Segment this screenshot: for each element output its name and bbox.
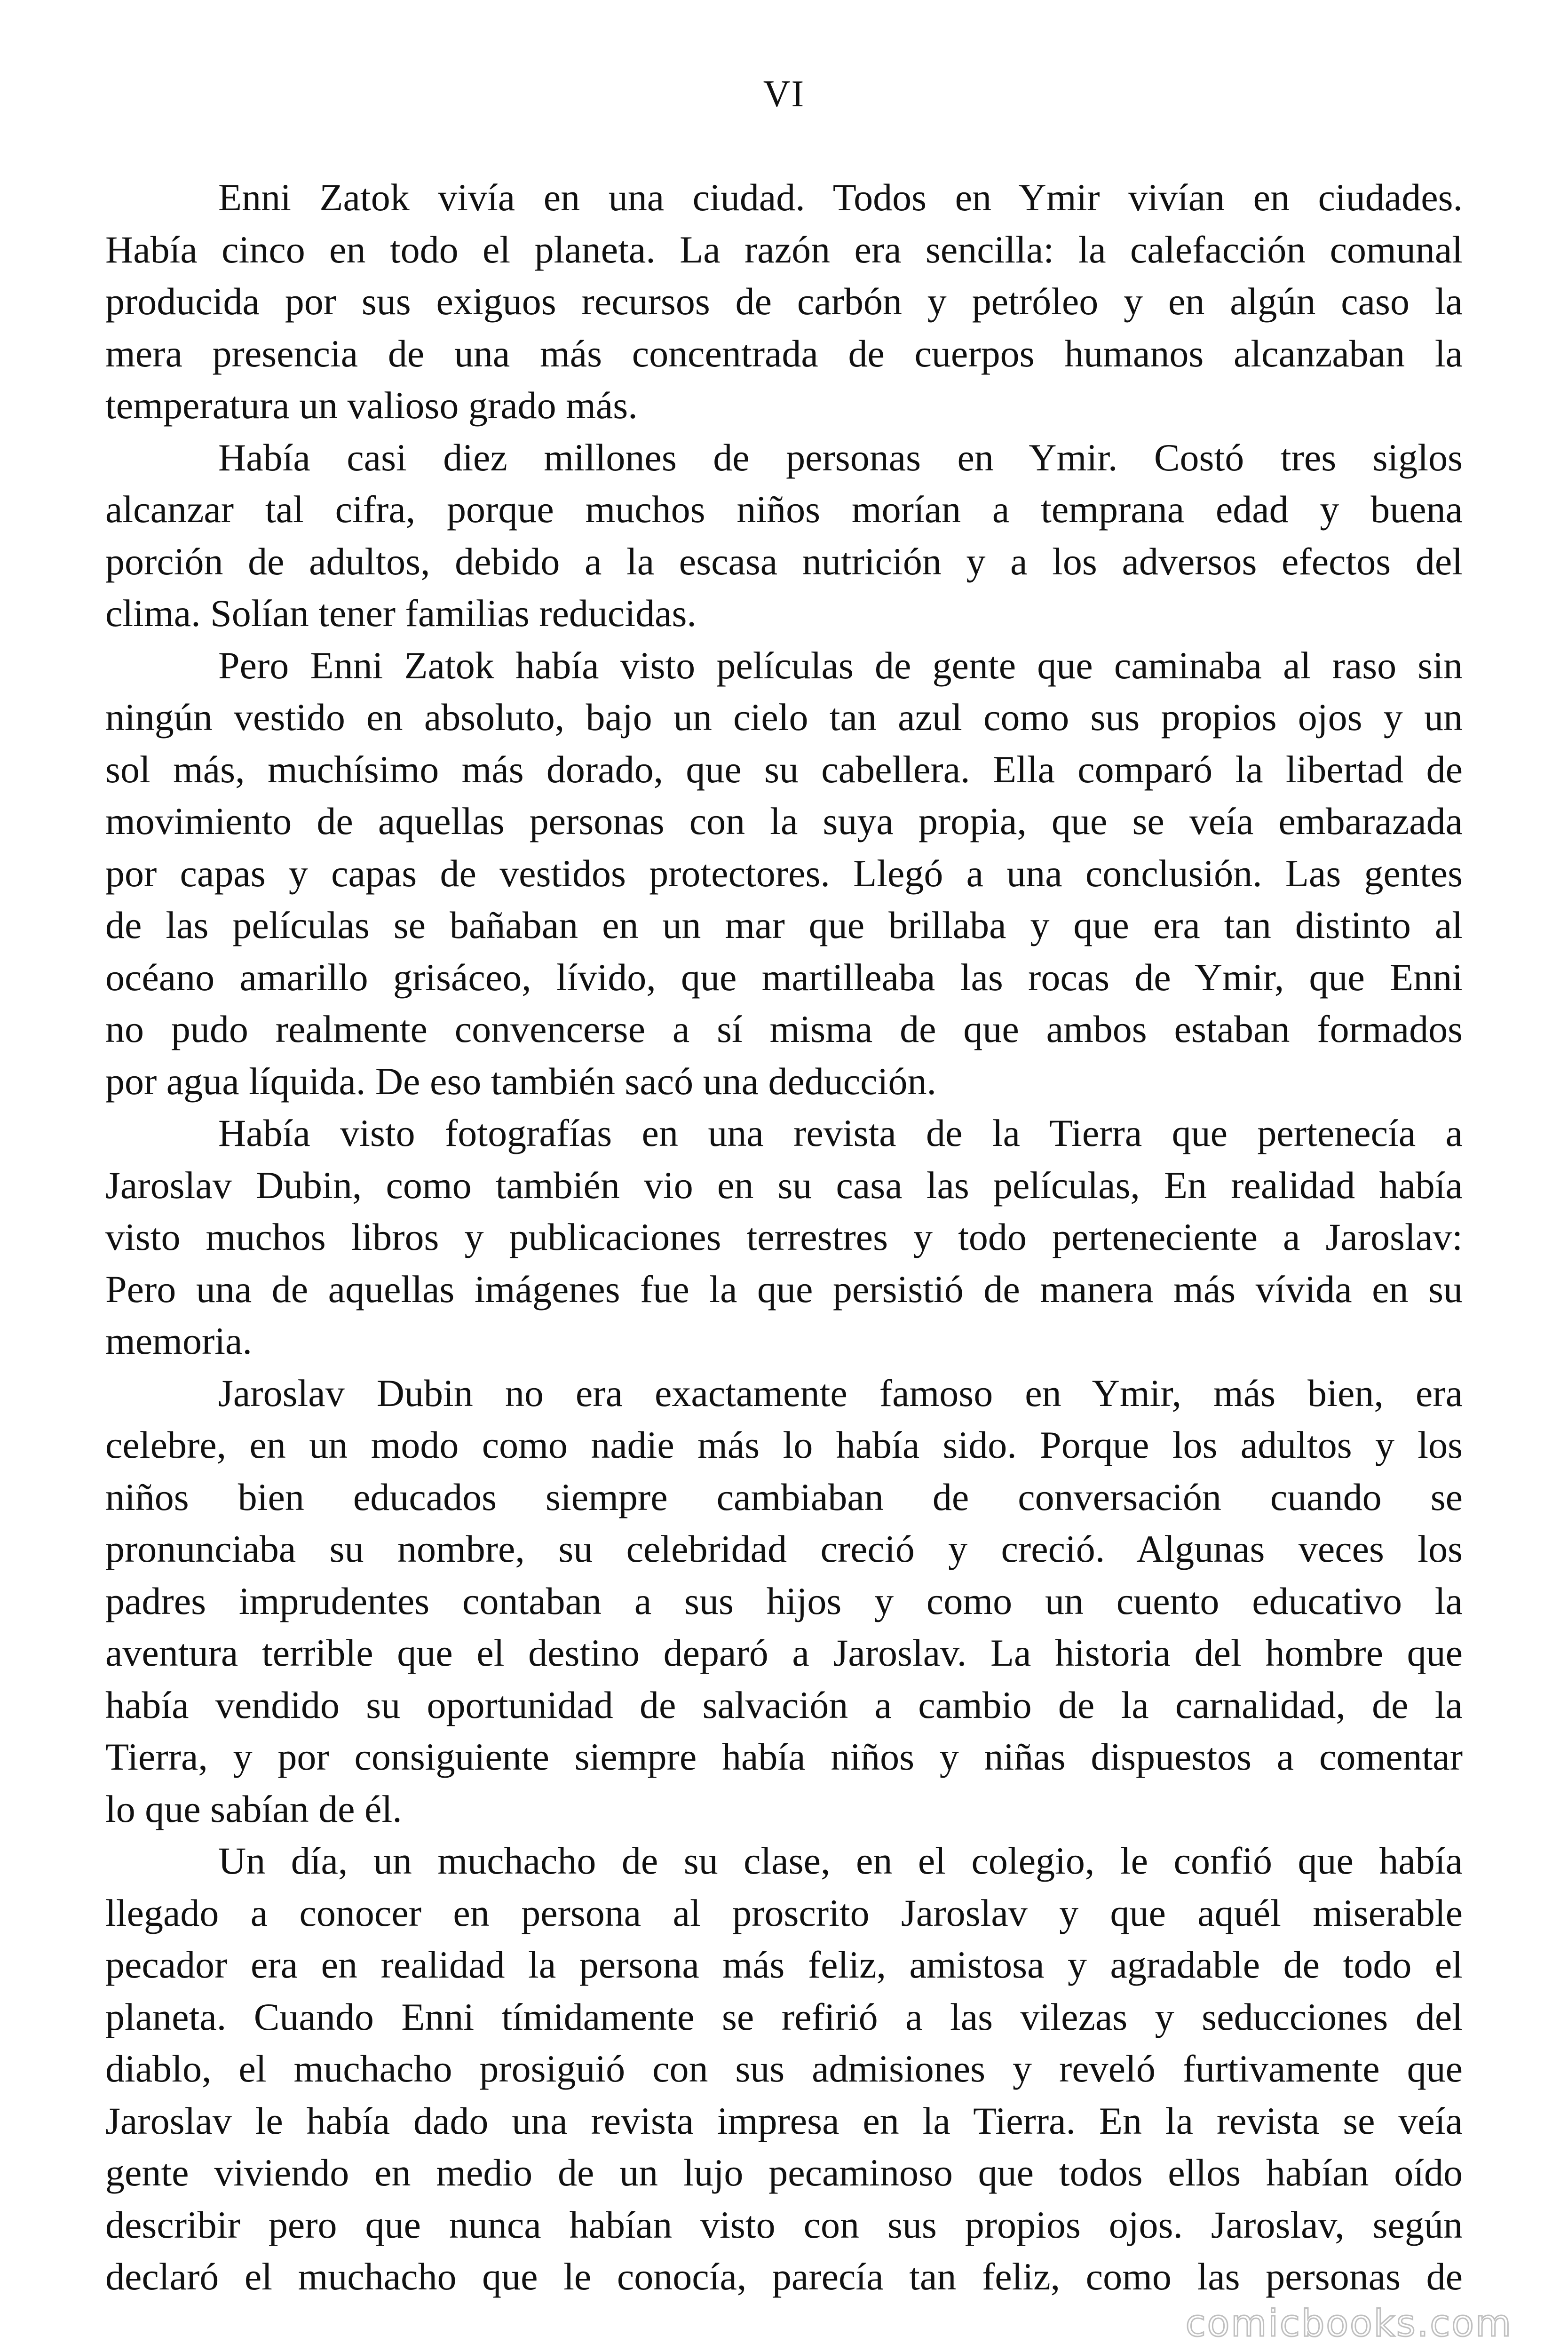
text-line: gente viviendo en medio de un lujo pecaminoso que todos ellos habían oído xyxy=(105,2151,1463,2194)
text-line: declaró el muchacho que le conocía, parecía tan feliz, como las personas de xyxy=(105,2255,1463,2298)
text-line: pronunciaba su nombre, su celebridad creció y creció. Algunas veces los xyxy=(105,1527,1463,1570)
text-line: ningún vestido en absoluto, bajo un cielo tan azul como sus propios ojos y un xyxy=(105,696,1463,739)
text-line: movimiento de aquellas personas con la suya propia, que se veía embarazada xyxy=(105,800,1463,842)
text-line: temperatura un valioso grado más. xyxy=(105,384,638,427)
text-line: por capas y capas de vestidos protectores. Llegó a una conclusión. Las gentes xyxy=(105,851,1463,895)
text-line: no pudo realmente convencerse a sí misma de que ambos estaban formados xyxy=(105,1008,1463,1050)
text-line: Había visto fotografías en una revista de la Tierra que pertenecía a xyxy=(218,1112,1463,1154)
text-line: Pero una de aquellas imágenes fue la que persistió de manera más vívida en su xyxy=(105,1267,1463,1311)
text-line: diablo, el muchacho prosiguió con sus admisiones y reveló furtivamente que xyxy=(105,2047,1463,2090)
text-line: Jaroslav Dubin, como también vio en su casa las películas, En realidad había xyxy=(105,1163,1463,1207)
text-line: visto muchos libros y publicaciones terrestres y todo perteneciente a Jaroslav: xyxy=(105,1216,1463,1258)
paragraph xyxy=(105,1107,1463,1367)
text-line: por agua líquida. De eso también sacó una deducción. xyxy=(105,1059,936,1103)
text-line: de las películas se bañaban en un mar que brillaba y que era tan distinto al xyxy=(105,904,1463,946)
text-line: padres imprudentes contaban a sus hijos y como un cuento educativo la xyxy=(105,1579,1463,1622)
paragraph xyxy=(105,172,1463,432)
paragraph xyxy=(105,640,1463,1108)
paragraph xyxy=(105,432,1463,640)
text-line: llegado a conocer en persona al proscrito Jaroslav y que aquél miserable xyxy=(105,1891,1463,1934)
text-line: lo que sabían de él. xyxy=(105,1787,402,1830)
text-line: porción de adultos, debido a la escasa nutrición y a los adversos efectos del xyxy=(105,540,1463,583)
text-line: mera presencia de una más concentrada de cuerpos humanos alcanzaban la xyxy=(105,332,1463,375)
text-line: Había casi diez millones de personas en Ymir. Costó tres siglos xyxy=(218,436,1463,479)
watermark: comicbooks.com xyxy=(1185,2303,1513,2345)
text-line: sol más, muchísimo más dorado, que su cabellera. Ella comparó la libertad de xyxy=(105,747,1463,791)
text-line: celebre, en un modo como nadie más lo había sido. Porque los adultos y los xyxy=(105,1423,1463,1466)
body-text xyxy=(105,172,1463,2303)
text-line: Tierra, y por consiguiente siempre había niños y niñas dispuestos a comentar xyxy=(105,1735,1463,1778)
text-line: Jaroslav Dubin no era exactamente famoso en Ymir, más bien, era xyxy=(218,1371,1463,1414)
text-line: alcanzar tal cifra, porque muchos niños morían a temprana edad y buena xyxy=(105,488,1463,531)
text-line: océano amarillo grisáceo, lívido, que martilleaba las rocas de Ymir, que Enni xyxy=(105,955,1463,999)
text-line: Un día, un muchacho de su clase, en el colegio, le confió que había xyxy=(218,1839,1463,1882)
text-line: producida por sus exiguos recursos de carbón y petróleo y en algún caso la xyxy=(105,280,1463,323)
paragraph xyxy=(105,1835,1463,2303)
text-line: niños bien educados siempre cambiaban de conversación cuando se xyxy=(105,1475,1463,1518)
text-line: Jaroslav le había dado una revista impresa en la Tierra. En la revista se veía xyxy=(105,2099,1463,2142)
text-line: Pero Enni Zatok había visto películas de gente que caminaba al raso sin xyxy=(218,644,1463,687)
text-line: Había cinco en todo el planeta. La razón era sencilla: la calefacción comunal xyxy=(105,228,1463,271)
text-line: aventura terrible que el destino deparó a Jaroslav. La historia del hombre que xyxy=(105,1631,1463,1674)
chapter-heading: VI xyxy=(763,73,805,115)
text-line: pecador era en realidad la persona más feliz, amistosa y agradable de todo el xyxy=(105,1943,1463,1986)
text-line: memoria. xyxy=(105,1319,252,1362)
text-line: clima. Solían tener familias reducidas. xyxy=(105,592,697,635)
text-line: planeta. Cuando Enni tímidamente se refirió a las vilezas y seducciones del xyxy=(105,1995,1463,2038)
text-line: describir pero que nunca habían visto con sus propios ojos. Jaroslav, según xyxy=(105,2203,1463,2246)
text-line: había vendido su oportunidad de salvación a cambio de la carnalidad, de la xyxy=(105,1683,1463,1726)
paragraph xyxy=(105,1367,1463,1836)
text-line: Enni Zatok vivía en una ciudad. Todos en Ymir vivían en ciudades. xyxy=(218,176,1463,219)
